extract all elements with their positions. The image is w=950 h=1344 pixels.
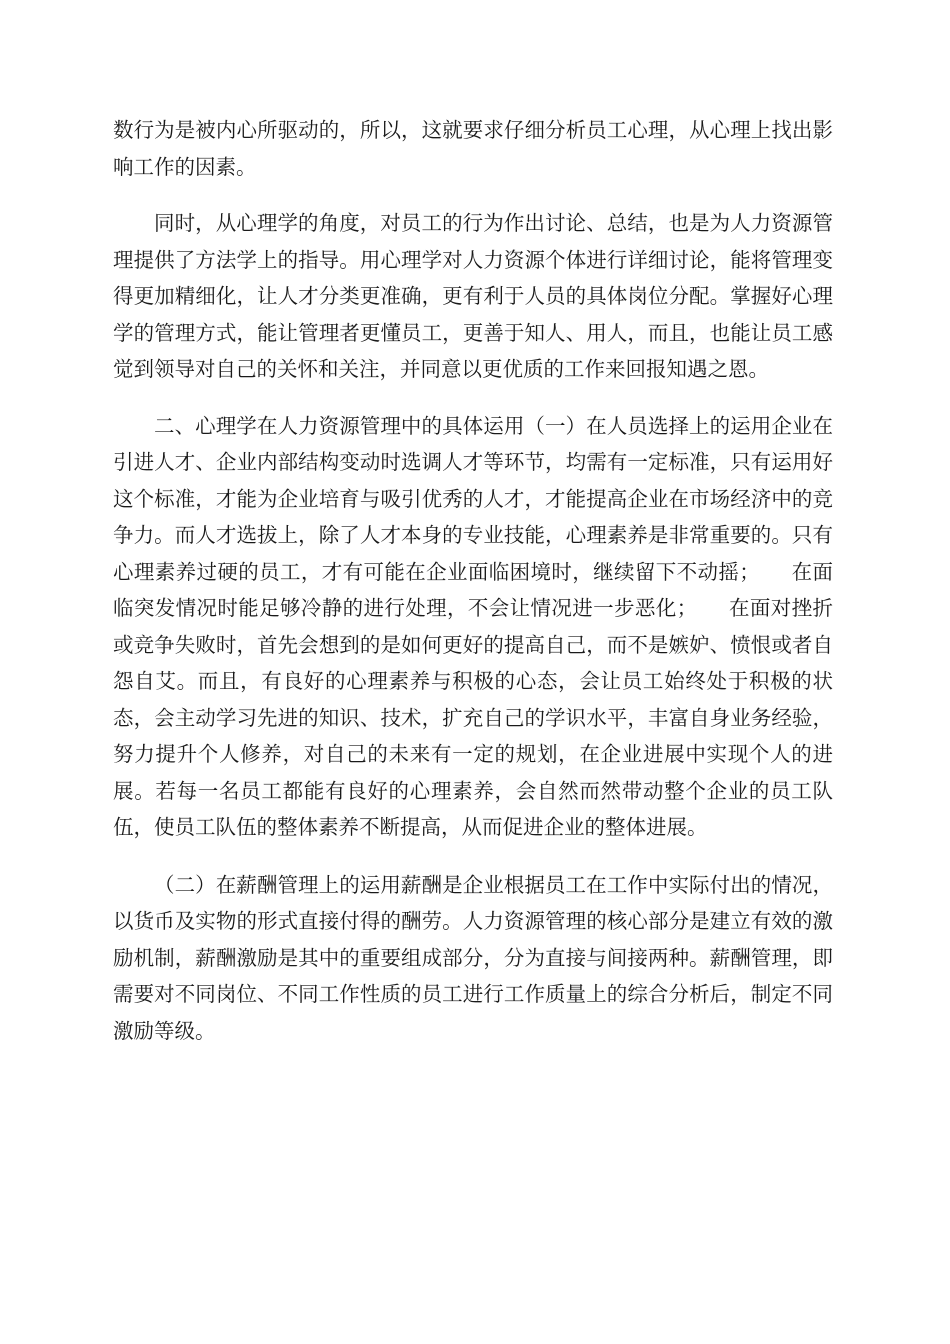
paragraph-1: 数行为是被内心所驱动的，所以，这就要求仔细分析员工心理，从心理上找出影响工作的因素。: [113, 118, 833, 179]
paragraph-2: 同时，从心理学的角度，对员工的行为作出讨论、总结，也是为人力资源管理提供了方法学上的指导。用心理学对人力资源个体进行详细讨论，能将管理变得更加精细化，让人才分类更准确，更有利于人员的具体岗位分配。掌握好心理学的管理方式，能让管理者更懂员工，更善于知人、用人，而且，也能让员工感觉到领导对自己的关怀和关注，并同意以更优质的工作来回报知遇之恩。: [113, 211, 833, 381]
paragraph-3: 二、心理学在人力资源管理中的具体运用（一）在人员选择上的运用企业在引进人才、企业内部结构变动时选调人才等环节，均需有一定标准，只有运用好这个标准，才能为企业培育与吸引优秀的人才，才能提高企业在市场经济中的竞争力。而人才选拔上，除了人才本身的专业技能，心理素养是非常重要的。只有心理素养过硬的员工，才有可能在企业面临困境时，继续留下不动摇； 在面临突发情况时能足够冷静的进行处理，不会让情况进一步恶化； 在面对挫折或竞争失败时，首先会想到的是如何更好的提高自己，而不是嫉妒、愤恨或者自怨自艾。而且，有良好的心理素养与积极的心态，会让员工始终处于积极的状态，会主动学习先进的知识、技术，扩充自己的学识水平，丰富自身业务经验，努力提升个人修养，对自己的未来有一定的规划，在企业进展中实现个人的进展。若每一名员工都能有良好的心理素养，会自然而然带动整个企业的员工队伍，使员工队伍的整体素养不断提高，从而促进企业的整体进展。: [113, 413, 833, 839]
paragraph-4: （二）在薪酬管理上的运用薪酬是企业根据员工在工作中实际付出的情况，以货币及实物的形式直接付得的酬劳。人力资源管理的核心部分是建立有效的激励机制，薪酬激励是其中的重要组成部分，分为直接与间接两种。薪酬管理，即需要对不同岗位、不同工作性质的员工进行工作质量上的综合分析后，制定不同激励等级。: [113, 872, 833, 1043]
document-body: [113, 112, 833, 1049]
